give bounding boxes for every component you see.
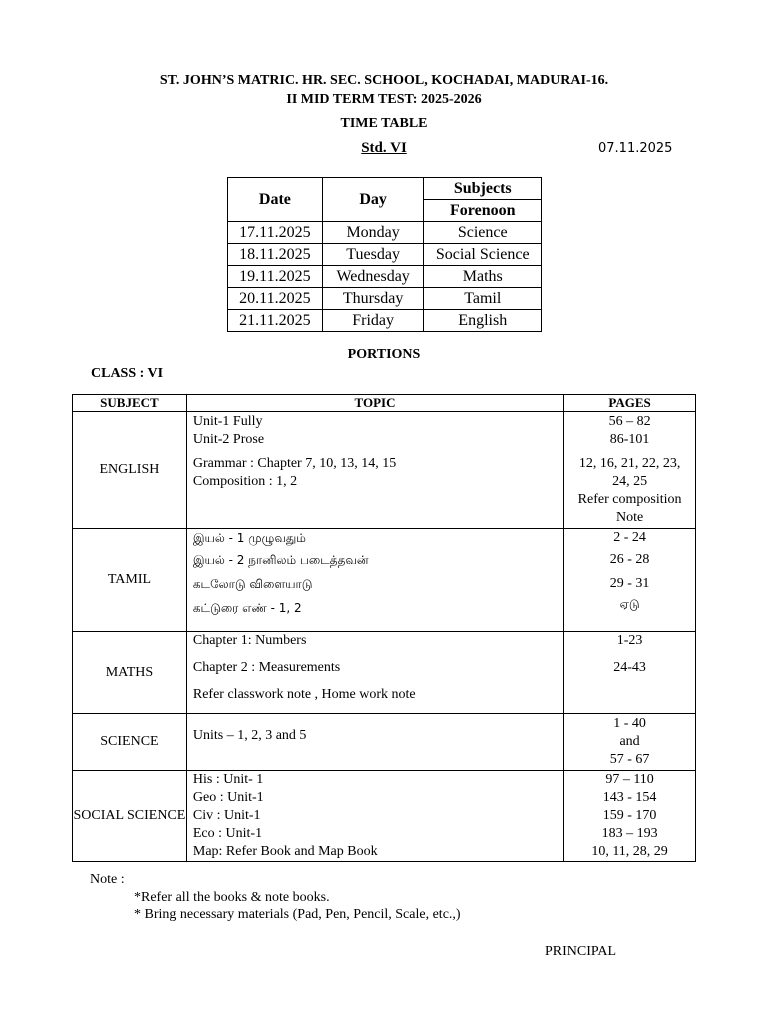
topic-line: Chapter 2 : Measurements	[192, 660, 341, 675]
timetable-header-forenoon: Forenoon	[424, 200, 542, 222]
pages-line: 143 - 154	[602, 790, 657, 805]
topic-cell	[186, 714, 563, 771]
timetable-header-date: Date	[228, 178, 323, 222]
pages-line: Note	[615, 510, 644, 525]
timetable-date: 17.11.2025	[228, 222, 323, 244]
topic-cell	[186, 771, 563, 862]
timetable-header-day: Day	[322, 178, 424, 222]
topic-cell	[186, 632, 563, 714]
topic-cell	[186, 412, 563, 529]
topic-line: Composition : 1, 2	[192, 474, 298, 489]
portions-header-pages: PAGES	[564, 395, 696, 412]
pages-cell	[564, 412, 696, 529]
timetable-subject: Maths	[424, 266, 542, 288]
pages-line: 56 – 82	[608, 414, 651, 429]
topic-line: Unit-2 Prose	[192, 432, 265, 447]
pages-line: 24-43	[613, 660, 646, 675]
topic-line: Chapter 1: Numbers	[192, 633, 307, 648]
portions-header-topic: TOPIC	[186, 395, 563, 412]
pages-line: 2 - 24	[613, 530, 646, 545]
timetable-date: 18.11.2025	[228, 244, 323, 266]
timetable-row	[228, 310, 542, 332]
pages-line: 24, 25	[612, 474, 648, 489]
timetable-subject: Science	[424, 222, 542, 244]
pages-line: 1-23	[616, 633, 643, 648]
portion-row-science	[73, 714, 696, 771]
pages-line: 97 – 110	[605, 772, 654, 787]
subject-name: TAMIL	[73, 529, 187, 632]
pages-line: 10, 11, 28, 29	[591, 844, 668, 859]
pages-line: 159 - 170	[602, 808, 657, 823]
portions-table	[72, 394, 696, 862]
portions-header-subject: SUBJECT	[73, 395, 187, 412]
timetable-date: 19.11.2025	[228, 266, 323, 288]
timetable-day: Friday	[322, 310, 424, 332]
timetable-day: Monday	[322, 222, 424, 244]
pages-line: 26 - 28	[609, 552, 650, 567]
pages-line: 183 – 193	[601, 826, 658, 841]
topic-line: Eco : Unit-1	[192, 826, 263, 841]
pages-line: 57 - 67	[609, 752, 650, 767]
portion-row-social-science	[73, 771, 696, 862]
topic-line: கடலோடு விளையாடு	[192, 577, 313, 591]
pages-cell	[564, 632, 696, 714]
subject-name: ENGLISH	[73, 412, 187, 529]
timetable-day: Thursday	[322, 288, 424, 310]
timetable-row	[228, 288, 542, 310]
timetable-date: 21.11.2025	[228, 310, 323, 332]
topic-line: Grammar : Chapter 7, 10, 13, 14, 15	[192, 456, 397, 471]
subject-name: SOCIAL SCIENCE	[73, 771, 187, 862]
pages-line: 86-101	[609, 432, 650, 447]
timetable-subject: English	[424, 310, 542, 332]
timetable-subject: Tamil	[424, 288, 542, 310]
pages-cell	[564, 771, 696, 862]
note-label: Note :	[90, 872, 125, 887]
principal-signature: PRINCIPAL	[545, 944, 617, 959]
topic-line: கட்டுரை எண் - 1, 2	[192, 601, 302, 615]
portion-row-maths	[73, 632, 696, 714]
timetable-row	[228, 222, 542, 244]
portions-heading: PORTIONS	[347, 347, 421, 362]
topic-line: Civ : Unit-1	[192, 808, 261, 823]
pages-line: ஏடு	[619, 597, 640, 611]
timetable	[227, 177, 542, 332]
issue-date: 07.11.2025	[598, 141, 673, 156]
topic-line: Map: Refer Book and Map Book	[192, 844, 378, 859]
pages-line: 1 - 40	[613, 716, 646, 731]
pages-cell	[564, 714, 696, 771]
timetable-date: 20.11.2025	[228, 288, 323, 310]
pages-line: 12, 16, 21, 22, 23,	[578, 456, 681, 471]
topic-cell	[186, 529, 563, 632]
timetable-day: Wednesday	[322, 266, 424, 288]
pages-line: 29 - 31	[609, 576, 650, 591]
topic-line: Geo : Unit-1	[192, 790, 264, 805]
topic-line: His : Unit- 1	[192, 772, 264, 787]
subject-name: SCIENCE	[73, 714, 187, 771]
subject-name: MATHS	[73, 632, 187, 714]
note-item: *Refer all the books & note books.	[134, 890, 330, 905]
timetable-subject: Social Science	[424, 244, 542, 266]
pages-line: Refer composition	[577, 492, 682, 507]
topic-line: இயல் - 1 முழுவதும்	[192, 531, 306, 545]
test-title: II MID TERM TEST: 2025-2026	[286, 92, 482, 107]
standard-label: Std. VI	[361, 140, 407, 156]
portion-row-tamil	[73, 529, 696, 632]
portion-row-english	[73, 412, 696, 529]
topic-line: Unit-1 Fully	[192, 414, 263, 429]
pages-line: and	[619, 734, 640, 749]
topic-line: இயல் - 2 நானிலம் படைத்தவன்	[192, 553, 369, 567]
topic-line: Units – 1, 2, 3 and 5	[192, 728, 307, 743]
note-item: * Bring necessary materials (Pad, Pen, Pencil, Scale, etc.,)	[134, 907, 461, 922]
pages-cell	[564, 529, 696, 632]
class-label: CLASS : VI	[91, 366, 164, 381]
timetable-row	[228, 244, 542, 266]
timetable-header-subjects: Subjects	[424, 178, 542, 200]
timetable-heading: TIME TABLE	[340, 116, 428, 131]
timetable-day: Tuesday	[322, 244, 424, 266]
topic-line: Refer classwork note , Home work note	[192, 687, 416, 702]
school-name: ST. JOHN’S MATRIC. HR. SEC. SCHOOL, KOCHADAI, MADURAI-16.	[159, 73, 609, 88]
timetable-row	[228, 266, 542, 288]
